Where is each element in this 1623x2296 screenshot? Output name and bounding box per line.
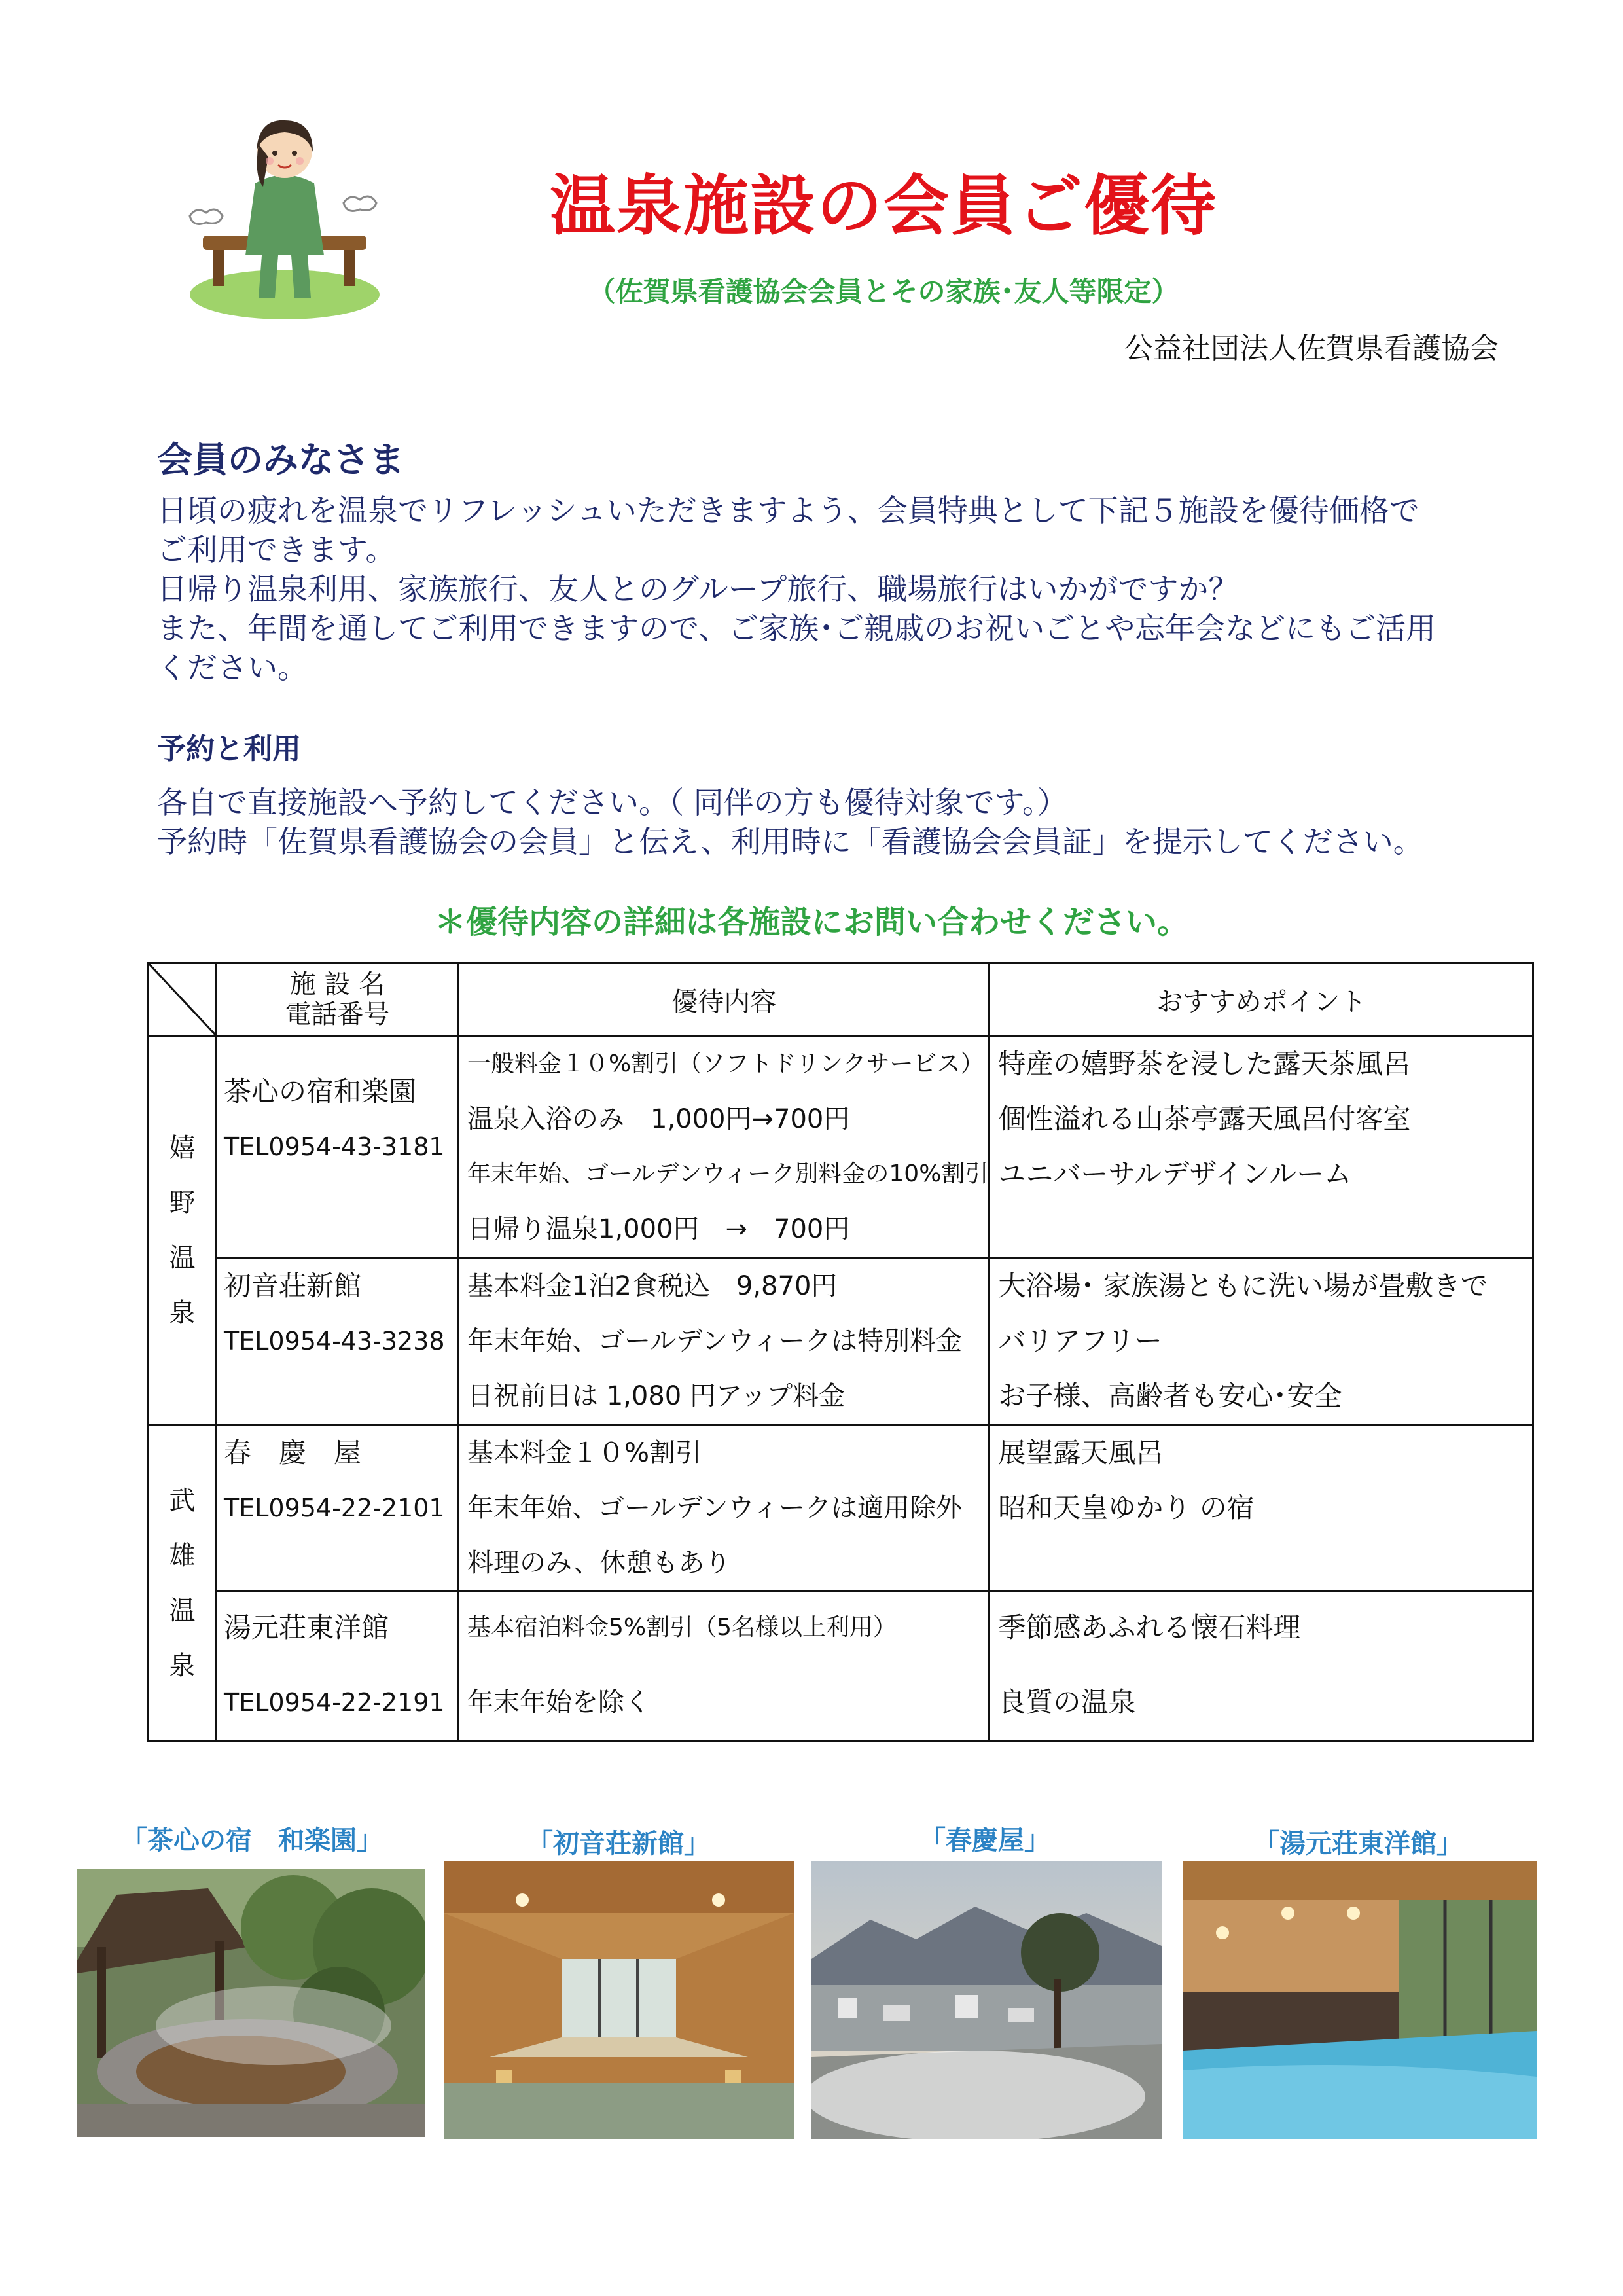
benefit-line: 年末年始、ゴールデンウィーク別料金の10%割引 <box>467 1160 989 1187</box>
intro-line: ください。 <box>157 650 308 685</box>
intro-paragraph <box>157 491 1466 687</box>
benefit-line: 料理のみ、休憩もあり <box>467 1548 731 1578</box>
footbath-woman-illustration <box>177 105 393 327</box>
header-benefit: 優待内容 <box>459 963 990 1036</box>
benefit-cell <box>459 1036 990 1258</box>
point-line: 良質の温泉 <box>998 1686 1136 1718</box>
benefit-line: 基本料金1泊2食税込 9,870円 <box>467 1271 838 1301</box>
point-line: 昭和天皇ゆかり の宿 <box>998 1492 1255 1524</box>
facility-phone: TEL0954-22-2191 <box>224 1688 445 1717</box>
point-line: ユニバーサルデザインルーム <box>998 1158 1352 1190</box>
table-row <box>149 1036 1533 1258</box>
point-cell <box>990 1425 1533 1592</box>
table-row <box>149 1425 1533 1592</box>
region-char: 雄 <box>169 1540 196 1571</box>
point-line: 季節感あふれる懐石料理 <box>998 1611 1301 1643</box>
benefit-line: 年末年始、ゴールデンウィークは適用除外 <box>467 1493 962 1523</box>
facility-name: 春 慶 屋 <box>224 1437 362 1469</box>
region-char: 温 <box>169 1595 196 1626</box>
point-cell <box>990 1592 1533 1742</box>
benefit-cell <box>459 1592 990 1742</box>
benefit-cell <box>459 1425 990 1592</box>
point-line: 特産の嬉野茶を浸した露天茶風呂 <box>998 1048 1411 1080</box>
photo-caption: 「湯元荘東洋館」 <box>1253 1829 1463 1859</box>
header-facility-name: 施 設 名 <box>289 969 385 999</box>
point-cell <box>990 1036 1533 1258</box>
page-subtitle: （佐賀県看護協会会員とその家族･友人等限定） <box>588 276 1179 308</box>
header-facility <box>217 963 459 1036</box>
region-char: 温 <box>169 1242 196 1273</box>
facility-name: 初音荘新館 <box>224 1270 362 1302</box>
region-char: 武 <box>169 1485 196 1516</box>
facility-name: 茶心の宿和楽園 <box>224 1075 417 1107</box>
warakuen-photo <box>77 1869 425 2137</box>
region-char: 野 <box>169 1187 196 1218</box>
table-row <box>149 1258 1533 1425</box>
facility-table <box>147 962 1534 1742</box>
greeting-heading: 会員のみなさま <box>157 439 404 480</box>
region-char: 泉 <box>169 1650 196 1681</box>
header-phone: 電話番号 <box>285 999 390 1030</box>
benefit-cell <box>459 1258 990 1425</box>
facility-phone: TEL0954-22-2101 <box>224 1494 445 1522</box>
benefit-line: 日祝前日は 1,080 円アップ料金 <box>467 1381 846 1411</box>
page-title: 温泉施設の会員ご優待 <box>550 168 1217 244</box>
benefit-line: 日帰り温泉1,000円 → 700円 <box>467 1214 850 1244</box>
corner-cell <box>149 963 217 1036</box>
region-char: 嬉 <box>169 1132 196 1163</box>
organization-name: 公益社団法人佐賀県看護協会 <box>1124 332 1499 365</box>
facility-cell <box>217 1425 459 1592</box>
intro-line: また、年間を通してご利用できますので、ご家族･ご親戚のお祝いごとや忘年会などにもご活用 <box>157 611 1436 646</box>
photo-caption: 「春慶屋」 <box>919 1825 1050 1856</box>
facility-cell <box>217 1592 459 1742</box>
intro-line: ご利用できます。 <box>157 532 396 567</box>
benefit-line: 基本宿泊料金5%割引（5名様以上利用） <box>467 1614 897 1641</box>
photo-caption: 「茶心の宿 和楽園」 <box>121 1825 383 1856</box>
reservation-line: 各自で直接施設へ予約してください。（ 同伴の方も優待対象です。） <box>157 785 1067 820</box>
benefit-line: 温泉入浴のみ 1,000円→700円 <box>467 1104 850 1134</box>
header-point: おすすめポイント <box>990 963 1533 1036</box>
facility-phone: TEL0954-43-3238 <box>224 1327 445 1355</box>
facility-phone: TEL0954-43-3181 <box>224 1132 445 1161</box>
point-line: お子様、高齢者も安心･安全 <box>998 1380 1342 1412</box>
notice-text: ＊優待内容の詳細は各施設にお問い合わせください。 <box>434 904 1188 941</box>
facility-name: 湯元荘東洋館 <box>224 1611 389 1643</box>
region-takeo <box>149 1425 217 1742</box>
facility-cell <box>217 1036 459 1258</box>
intro-line: 日頃の疲れを温泉でリフレッシュいただきますよう、会員特典として下記５施設を優待価格で <box>157 493 1419 528</box>
region-char: 泉 <box>169 1297 196 1328</box>
facility-cell <box>217 1258 459 1425</box>
reservation-heading: 予約と利用 <box>157 732 301 766</box>
benefit-line: 基本料金１０%割引 <box>467 1438 702 1468</box>
table-row <box>149 1592 1533 1742</box>
point-cell <box>990 1258 1533 1425</box>
shunkeiya-photo <box>812 1861 1162 2139</box>
benefit-line: 年末年始を除く <box>467 1687 651 1717</box>
hatsunesou-photo <box>444 1861 794 2139</box>
toyokan-photo <box>1183 1861 1537 2139</box>
point-line: 展望露天風呂 <box>998 1437 1164 1469</box>
point-line: 大浴場･ 家族湯ともに洗い場が畳敷きで <box>998 1270 1488 1302</box>
table-header-row <box>149 963 1533 1036</box>
point-line: 個性溢れる山茶亭露天風呂付客室 <box>998 1103 1411 1135</box>
benefit-line: 一般料金１０%割引（ソフトドリンクサービス） <box>467 1050 984 1077</box>
benefit-line: 年末年始、ゴールデンウィークは特別料金 <box>467 1326 962 1356</box>
point-line: バリアフリー <box>998 1325 1162 1357</box>
intro-line: 日帰り温泉利用、家族旅行、友人とのグループ旅行、職場旅行はいかがですか？ <box>157 571 1239 607</box>
photo-caption: 「初音荘新館」 <box>527 1829 710 1859</box>
reservation-line: 予約時「佐賀県看護協会の会員」と伝え、利用時に「看護協会会員証」を提示してください。 <box>157 824 1423 859</box>
reservation-paragraph <box>157 783 1499 861</box>
region-ureshino <box>149 1036 217 1425</box>
